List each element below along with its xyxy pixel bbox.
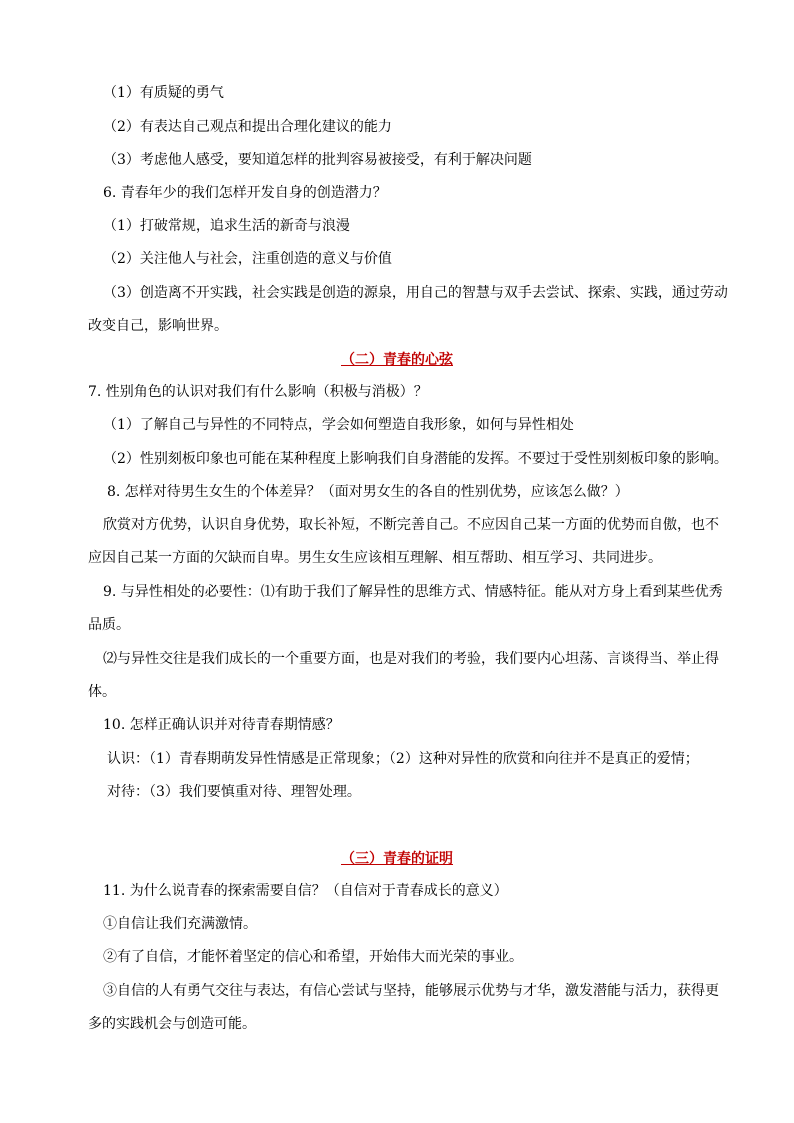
answer-item: （2）关注他人与社会，注重创造的意义与价值 <box>103 251 392 267</box>
question-8: 8. 怎样对待男生女生的个体差异？（面对男女生的各自的性别优势，应该怎么做？） <box>107 484 629 500</box>
answer-paragraph: ③自信的人有勇气交往与表达，有信心尝试与坚持，能够展示优势与才华，激发潜能与活力，获得更多的实践机会与创造可能。 <box>88 983 719 1032</box>
question-11: 11. 为什么说青春的探索需要自信？（自信对于青春成长的意义） <box>103 883 508 899</box>
section-heading-2: （二）青春的心弦 <box>341 352 453 368</box>
question-9: 9. 与异性相处的必要性：⑴有助于我们了解异性的思维方式、情感特征。能从对方身上看到某些优秀品质。 <box>88 584 723 633</box>
answer-item: 对待：（3）我们要慎重对待、理智处理。 <box>107 784 361 800</box>
answer-item: （1）了解自己与异性的不同特点，学会如何塑造自我形象，如何与异性相处 <box>103 417 574 433</box>
answer-paragraph: ⑵与异性交往是我们成长的一个重要方面，也是对我们的考验，我们要内心坦荡、言谈得当、举止得体。 <box>88 651 719 700</box>
answer-item: 认识：（1）青春期萌发异性情感是正常现象；（2）这种对异性的欣赏和向往并不是真正的爱情； <box>107 751 699 767</box>
answer-item: （1）打破常规，追求生活的新奇与浪漫 <box>103 218 350 234</box>
question-6: 6. 青春年少的我们怎样开发自身的创造潜力？ <box>103 185 387 201</box>
answer-item: （2）性别刻板印象也可能在某种程度上影响我们自身潜能的发挥。不要过于受性别刻板印象的影响。 <box>103 451 728 467</box>
answer-item: ②有了自信，才能怀着坚定的信心和希望，开始伟大而光荣的事业。 <box>103 949 523 965</box>
answer-item: （3）考虑他人感受，要知道怎样的批判容易被接受，有利于解决问题 <box>103 152 532 168</box>
answer-paragraph: 欣赏对方优势，认识自身优势，取长补短，不断完善自己。不应因自己某一方面的优势而自傲，也不应因自己某一方面的欠缺而自卑。男生女生应该相互理解、相互帮助、相互学习、共同进步。 <box>88 517 719 566</box>
question-10: 10. 怎样正确认识并对待青春期情感？ <box>103 717 340 733</box>
section-heading-3: （三）青春的证明 <box>341 851 453 867</box>
answer-item: （1）有质疑的勇气 <box>103 85 224 101</box>
answer-item: （2）有表达自己观点和提出合理化建议的能力 <box>103 119 392 135</box>
answer-paragraph: （3）创造离不开实践，社会实践是创造的源泉，用自己的智慧与双手去尝试、探索、实践，通过劳动改变自己，影响世界。 <box>88 285 728 334</box>
answer-item: ①自信让我们充满激情。 <box>103 916 257 932</box>
question-7: 7. 性别角色的认识对我们有什么影响（积极与消极）？ <box>88 384 428 400</box>
